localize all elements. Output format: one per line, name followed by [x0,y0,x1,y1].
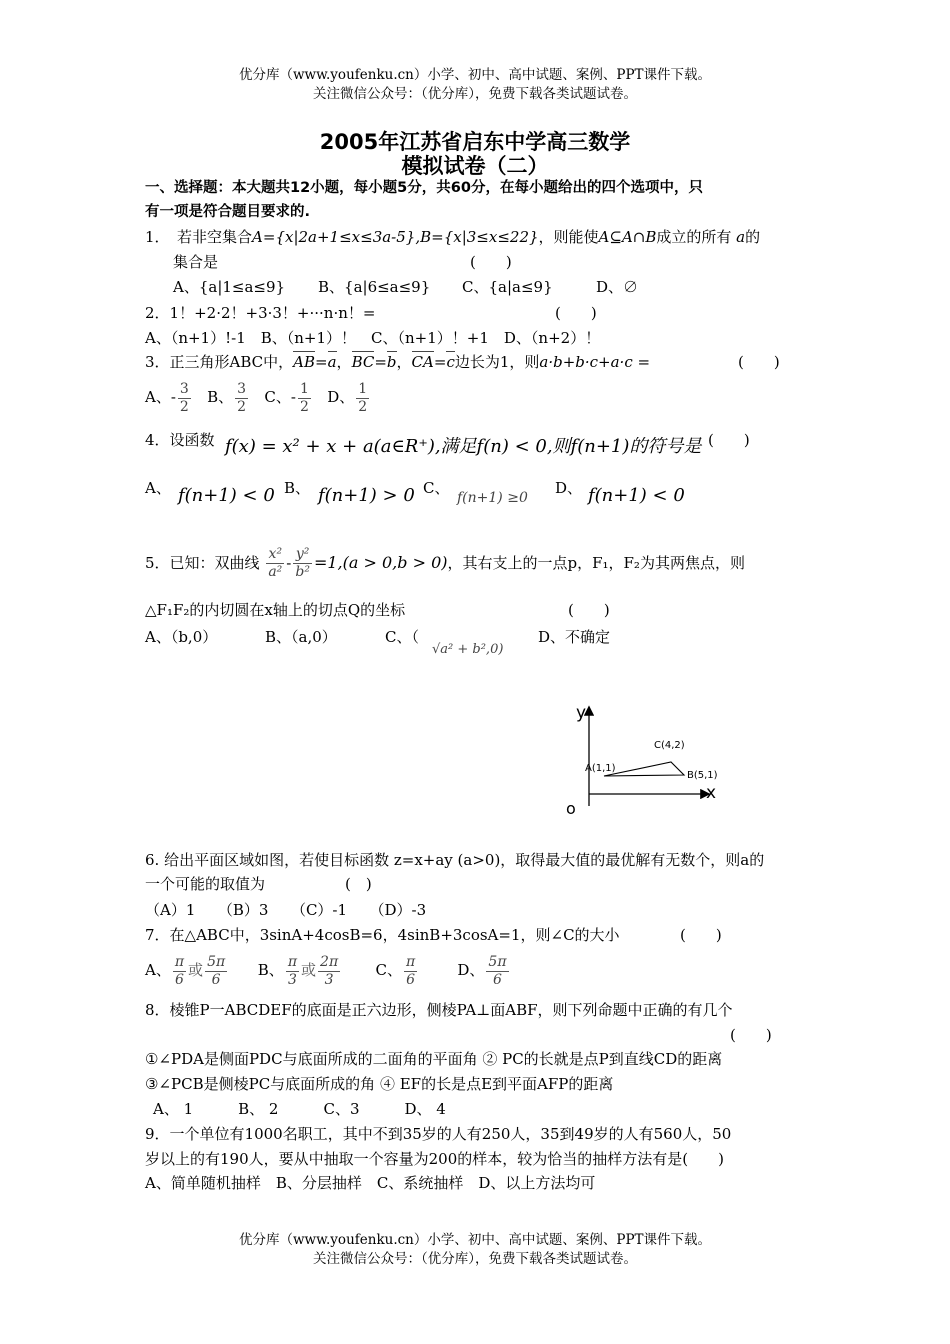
q2-stem: 2．1！+2·2！+3·3！+···n·n！= [145,304,376,322]
section-heading-line-2: 有一项是符合题目要求的. [145,204,311,220]
origin-label: o [566,799,576,818]
q8-answer-paren: ( ) [730,1026,772,1044]
q5-line-2: △F₁F₂的内切圆在x轴上的切点Q的坐标 [145,601,406,619]
q8-line-1: 8．棱锥P一ABCDEF的底面是正六边形，侧棱PA⊥面ABF，则下列命题中正确的有几个 [145,1001,733,1019]
vector-c: c [446,353,455,371]
q6-answer-paren: ( ) [345,875,372,893]
x-axis-label: x [706,783,717,803]
fraction-5pi-6: $\frac{5\pi}{6}$ [488,953,507,988]
q5-option-c: √a² + b²,0) [432,642,504,657]
q5-option-d: D、不确定 [538,628,611,646]
q4-option-a: f(n+1) < 0 [178,485,275,506]
q4-option-d-label: D、 [555,479,583,497]
q3-stem: 3．正三角形ABC中，AB=a，BC=b，CA=c边长为1，则a·b+b·c+a·c = [145,353,651,371]
q5-option-a: A、（b,0） [145,628,218,646]
y-axis-label: y [576,703,587,723]
q6-options: （A）1 （B）3 （C）-1 （D）-3 [145,901,427,919]
q5-stem: 5．已知：双曲线 $\frac{\text{x²}}{\text{a²}}$ - $\frac{\text{y²}}{\text{b²}}$ =1,(a > 0,b > 0)，其右支上的一点p，F₁，F₂为其两焦点，则 [145,545,745,580]
q8-options: A、 1 B、 2 C、3 D、 4 [153,1100,446,1118]
fraction-1-2: $\frac{1}{2}$ [299,380,309,415]
q1-stem: 1． 若非空集合A={x|2a+1≤x≤3a-5},B={x|3≤x≤22}，则能使A⊆A∩B成立的所有 a的 [145,228,761,246]
q5-option-b: B、（a,0） [265,628,337,646]
header-line-1: 优分库（www.youfenku.cn）小学、初中、高中试题、案例、PPT课件下载。 [238,67,712,83]
q4-option-c-label: C、 [423,479,450,497]
q3-options: A、- $\frac{3}{2}$ B、 $\frac{3}{2}$ C、- $\frac{1}{2}$ D、 $\frac{1}{2}$ [145,380,368,415]
q2-answer-paren: ( ) [555,304,597,322]
q6-line-2: 一个可能的取值为 [145,875,266,893]
point-a-label: A(1,1) [585,763,616,774]
fraction-3-2: $\frac{3}{2}$ [237,380,247,415]
q5-option-c-label: C、（ [385,628,419,646]
q4-stem: 4．设函数 [145,431,215,449]
q1-option-a: A、{a|1≤a≤9} [173,278,286,296]
point-b-label: B(5,1) [687,770,718,781]
q4-expression: f(x) = x² + x + a(a∈R⁺),满足f(n) < 0,则f(n+1)的符号是 [225,436,702,457]
q7-options: A、 $\frac{\pi}{6}$ 或 $\frac{5\pi}{6}$ B、 $\frac{\pi}{3}$ 或 $\frac{2\pi}{3}$ C、 $\frac{\pi}{6}$ D、 $\frac{5\pi}{6}$ [145,953,507,988]
fraction-pi-3: $\frac{\pi}{3}$ [287,953,298,988]
q9-line-1: 9．一个单位有1000名职工，其中不到35岁的人有250人，35到49岁的人有560人，50 [145,1125,732,1143]
fraction-pi-6: $\frac{\pi}{6}$ [406,953,416,988]
footer-line-1: 优分库（www.youfenku.cn）小学、初中、高中试题、案例、PPT课件下载。 [238,1232,712,1248]
q8-line-3: ①∠PDA是侧面PDC与底面所成的二面角的平面角 ② PC的长就是点P到直线CD的距离 [145,1050,723,1068]
q1-option-c: C、{a|a≤9} [462,278,553,296]
q1-option-b: B、{a|6≤a≤9} [318,278,431,296]
fraction-3-2: $\frac{3}{2}$ [179,380,189,415]
point-c-label: C(4,2) [654,740,685,751]
vector-bc: BC [351,353,375,371]
q6-line-1: 6. 给出平面区域如图，若使目标函数 z=x+ay (a>0)，取得最大值的最优解有无数个，则a的 [145,851,765,869]
q7-answer-paren: ( ) [680,926,722,944]
triangle-abc [604,762,684,776]
exam-title: 2005年江苏省启东中学高三数学 [319,130,631,154]
region-graph [560,698,730,818]
q4-option-a-label: A、 [145,479,171,497]
q4-option-b: f(n+1) > 0 [318,485,415,506]
fraction-1-2: $\frac{1}{2}$ [358,380,368,415]
q4-option-d: f(n+1) < 0 [588,485,685,506]
q2-options: A、（n+1）!-1 B、（n+1）！ C、（n+1）！+1 D、（n+2）！ [145,329,601,347]
section-heading-line-1: 一、选择题：本大题共12小题，每小题5分，共60分，在每小题给出的四个选项中，只 [145,180,703,196]
fraction-5pi-6: $\frac{5\pi}{6}$ [207,953,226,988]
fraction-pi-6: $\frac{\pi}{6}$ [174,953,185,988]
footer-line-2: 关注微信公众号：（优分库），免费下载各类试题试卷。 [313,1251,637,1267]
exam-subtitle: 模拟试卷（二） [401,154,549,178]
q8-line-4: ③∠PCB是侧棱PC与底面所成的角 ④ EF的长是点E到平面AFP的距离 [145,1075,614,1093]
q1-line-2: 集合是 [173,253,219,271]
q3-answer-paren: ( ) [738,353,780,371]
q4-option-b-label: B、 [284,479,311,497]
header-line-2: 关注微信公众号：（优分库），免费下载各类试题试卷。 [313,86,637,102]
vector-ca: CA [411,353,434,371]
vector-b: b [386,353,397,371]
q4-option-c: f(n+1) ≥0 [457,490,528,506]
fraction-x2-a2: $\frac{\text{x²}}{\text{a²}}$ [268,545,283,580]
q5-answer-paren: ( ) [568,601,610,619]
fraction-2pi-3: $\frac{2\pi}{3}$ [320,953,339,988]
q1-option-d: D、∅ [596,278,639,296]
vector-ab: AB [293,353,316,371]
q4-answer-paren: ( ) [708,431,750,449]
q1-answer-paren: ( ) [470,253,512,271]
q9-line-2: 岁以上的有190人，要从中抽取一个容量为200的样本，较为恰当的抽样方法有是( ) [145,1150,724,1168]
vector-a: a [327,353,337,371]
q9-options: A、简单随机抽样 B、分层抽样 C、系统抽样 D、以上方法均可 [145,1174,596,1192]
fraction-y2-b2: $\frac{\text{y²}}{\text{b²}}$ [295,545,310,580]
q7-stem: 7．在△ABC中，3sinA+4cosB=6，4sinB+3cosA=1，则∠C的大小 [145,926,620,944]
